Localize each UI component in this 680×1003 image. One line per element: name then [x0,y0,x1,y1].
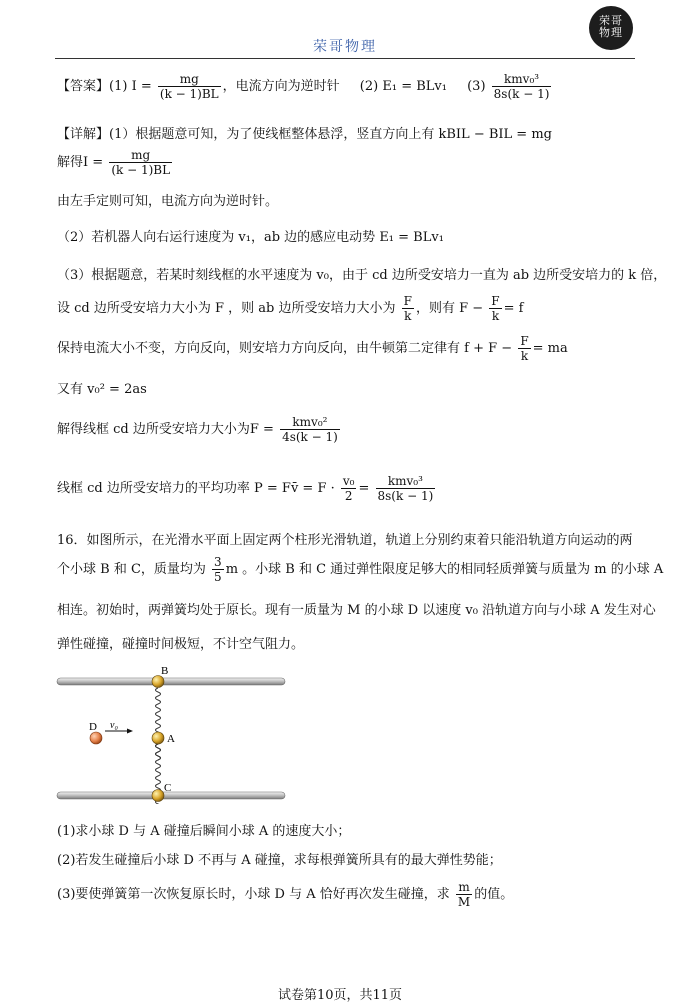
answer-current-lhs: I = [131,79,152,94]
detail-line-5: （3）根据题意，若某时刻线框的水平速度为 v₀，由于 cd 边所受安培力一直为 ab 边所受安培力的 k 倍， [57,268,667,283]
q16-subq-3: (3)要使弹簧第一次恢复原长时，小球 D 与 A 恰好再次发生碰撞，求 $\frac{m}{M}$ 的值。 [57,880,514,909]
answer-part2-marker: (2) [359,79,379,94]
page-footer: 试卷第10页，共11页 [277,988,403,1003]
q16-line-3: 相连。初始时，两弹簧均处于原长。现有一质量为 M 的小球 D 以速度 v₀ 沿轨道方向与小球 A 发生对心 [57,603,656,618]
answer-direction: ，电流方向为逆时针 [222,79,340,94]
logo-text: 荣哥物理 [599,14,623,39]
detail-line-10: 线框 cd 边所受安培力的平均功率 P = Fv̄ = F · $\frac{\text{v₀}}{2}$ = $\frac{\text{kmv₀³}}{8s(k - 1)}$ [57,474,434,503]
detail-line-7: 保持电流大小不变，方向反向，则安培力方向反向，由牛顿第二定律有 f + F − $\frac{F}{k}$ = ma [57,334,568,363]
ball-b [152,676,164,688]
detail-line-2: 解得I = $\frac{mg}{(k - 1)BL}$ [57,148,171,177]
answer-part1-marker: (1) [109,79,128,94]
q16-line-2: 个小球 B 和 C，质量均为 $\frac{3}{5}$ m 。小球 B 和 C 通过弹性限度足够大的相同轻质弹簧与质量为 m 的小球 A [57,555,664,584]
q16-line-4: 弹性碰撞，碰撞时间极短，不计空气阻力。 [57,637,305,652]
answer-emf: E₁ = BLv₁ [382,79,447,94]
answer-current-fraction: $\frac{mg}{(k - 1)BL}$ [159,72,219,101]
detail-line-9: 解得线框 cd 边所受安培力大小为F = $\frac{\text{kmv₀²}}{4s(k - 1)}$ [57,415,338,444]
ball-a [152,732,164,744]
answer-power-fraction: $\frac{\text{kmv₀³}}{8s(k - 1)}$ [493,72,550,101]
header-title: 荣哥物理 [313,39,377,55]
q16-subq-1: (1)求小球 D 与 A 碰撞后瞬间小球 A 的速度大小； [57,824,351,839]
rails-springs-figure [55,662,287,804]
answer-line [57,72,553,101]
detail-line-6: 设 cd 边所受安培力大小为 F ，则 ab 边所受安培力大小为 $\frac{F}{k}$ ，则有 F − $\frac{F}{k}$ = f [57,294,524,323]
detail-line-8: 又有 v₀² = 2as [57,382,147,397]
page-header [55,14,635,59]
label-b: B [161,665,169,677]
ball-c [152,790,164,802]
ball-d [90,732,102,744]
velocity-arrow-head [127,729,133,734]
logo-icon [589,6,633,50]
label-c: C [164,782,172,794]
answer-label: 【答案】 [57,79,110,94]
detail-line-1: 【详解】(1）根据题意可知，为了使线框整体悬浮，竖直方向上有 kBIL − BIL = mg [57,127,552,142]
q16-subq-2: (2)若发生碰撞后小球 D 不再与 A 碰撞，求每根弹簧所具有的最大弹性势能； [57,853,502,868]
label-d: D [89,721,97,733]
answer-part3-marker: (3) [467,79,486,94]
q16-line-1: 16．如图所示，在光滑水平面上固定两个柱形光滑轨道，轨道上分别约束着只能沿轨道方向运动的两 [57,533,633,548]
top-rail [57,678,285,685]
label-a: A [167,733,175,745]
detail-line-4: （2）若机器人向右运行速度为 v₁，ab 边的感应电动势 E₁ = BLv₁ [57,230,444,245]
detail-current-fraction: $\frac{mg}{(k - 1)BL}$ [111,148,171,177]
label-v0: v₀ [110,720,118,731]
detail-line-3: 由左手定则可知，电流方向为逆时针。 [57,194,279,209]
